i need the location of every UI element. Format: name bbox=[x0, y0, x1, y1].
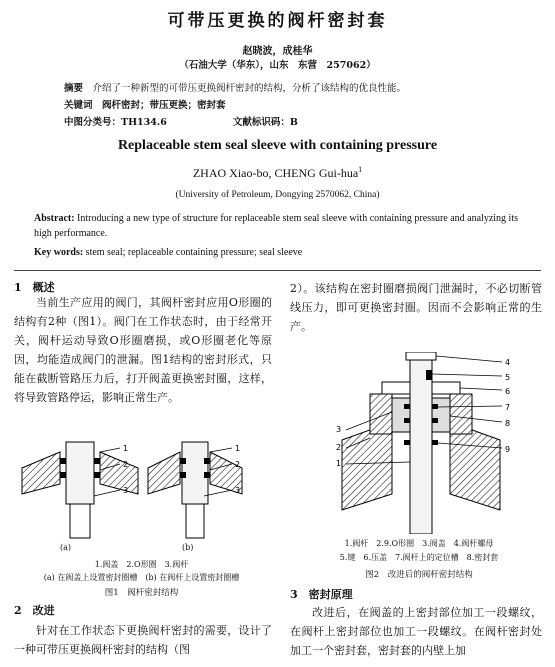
figure1a-drawing bbox=[22, 442, 138, 538]
classification-line bbox=[64, 114, 298, 128]
figure1b-label-1: 1 bbox=[235, 444, 241, 453]
english-keywords-label: Key words: bbox=[34, 247, 84, 258]
abstract-zh-label: 摘要 bbox=[64, 83, 84, 94]
figure2-label-5: 5 bbox=[505, 373, 511, 382]
classification-value: TH134.6 bbox=[121, 117, 167, 128]
section3-heading: 3 密封原理 bbox=[290, 588, 353, 601]
figure2-label-2: 2 bbox=[336, 443, 342, 452]
keywords-zh-text: 阀杆密封；带压更换；密封套 bbox=[102, 100, 226, 111]
figure1-caption: 图1 阀杆密封结构 bbox=[104, 588, 179, 598]
figure1b-drawing bbox=[148, 442, 242, 538]
figure2-label-1: 1 bbox=[336, 459, 342, 468]
authors: 赵晓波，成桂华 bbox=[242, 46, 313, 57]
figure2-label-8: 8 bbox=[505, 419, 511, 428]
figure2-caption: 图2 改进后的阀杆密封结构 bbox=[365, 570, 473, 580]
figure1-legend: 1.阀盖 2.O形圈 3.阀杆 bbox=[94, 560, 189, 569]
section1-body bbox=[14, 293, 272, 407]
section1-text: 当前生产应用的阀门，其阀杆密封应用O形圈的结构有2种（图1）。阀门在工作状态时，由于经常开关，阀杆运动导致O形圈磨损，或O形圈老化等原因，均能造成阀门的泄漏。图1结构的密封形式，只能在截断管路压力后，打开阀盖更换密封圈，这样，将导致管路停运，影响正常生产。 bbox=[14, 296, 272, 404]
section1-heading: 1 概述 bbox=[14, 281, 55, 294]
figure1a-label-3: 3 bbox=[123, 486, 129, 495]
english-title: Replaceable stem seal sleeve with containing pressure bbox=[117, 138, 438, 153]
paper-title: 可带压更换的阀杆密封套 bbox=[167, 11, 388, 31]
figure1b-label-2: 2 bbox=[235, 460, 241, 469]
figure1a-label-1: 1 bbox=[123, 444, 129, 453]
figure1-drawing bbox=[20, 440, 265, 540]
keywords-zh bbox=[64, 97, 226, 111]
keywords-zh-label: 关键词 bbox=[64, 100, 93, 111]
figure2-label-6: 6 bbox=[505, 387, 511, 396]
english-abstract-text: Introducing a new type of structure for replaceable stem seal sleeve with containing pressure and analyzing its high performance. bbox=[34, 213, 518, 239]
english-abstract bbox=[34, 212, 534, 241]
figure2-label-3: 3 bbox=[336, 425, 342, 434]
english-keywords-text: stem seal; replaceable containing pressure; seal sleeve bbox=[85, 247, 303, 258]
english-keywords bbox=[34, 246, 534, 261]
figure2-label-4: 4 bbox=[505, 358, 511, 367]
affiliation: （石油大学（华东），山东 东营 257062） bbox=[179, 60, 376, 71]
section3-text: 改进后，在阀盖的上密封部位加工一段螺纹，在阀杆上密封部位也加工一段螺纹。在阀杆密封处加工一个密封套，密封套的内壁上加 bbox=[290, 606, 542, 657]
classification-label: 中图分类号： bbox=[64, 117, 122, 128]
section-divider bbox=[14, 270, 541, 271]
figure2-label-9: 9 bbox=[505, 445, 511, 454]
author-superscript: 1 bbox=[358, 165, 363, 174]
doc-code-value: B bbox=[289, 117, 298, 128]
section2-text: 针对在工作状态下更换阀杆密封的需要，设计了一种可带压更换阀杆密封的结构（图 bbox=[14, 624, 272, 656]
figure1b-sublabel: (b) bbox=[182, 543, 194, 552]
section2-heading: 2 改进 bbox=[14, 604, 55, 617]
abstract-zh bbox=[64, 80, 406, 94]
figure2-legend-2: 5.键 6.压盖 7.阀杆上的定位槽 8.密封套 bbox=[339, 553, 499, 562]
figure1b-label-3: 3 bbox=[235, 486, 241, 495]
figure1-subcaption: (a) 在阀盖上设置密封圈槽 (b) 在阀杆上设置密封圈槽 bbox=[43, 573, 240, 582]
figure1a-label-2: 2 bbox=[123, 460, 129, 469]
section3-body bbox=[290, 603, 542, 660]
figure2-drawing bbox=[330, 352, 530, 534]
doc-code-label: 文献标识码： bbox=[232, 117, 290, 128]
right-intro-body bbox=[290, 279, 542, 336]
english-affiliation: (University of Petroleum, Dongying 2570062, China) bbox=[175, 190, 380, 200]
figure2-label-7: 7 bbox=[505, 403, 511, 412]
figure2-legend-1: 1.阀杆 2.9.O形圈 3.阀盖 4.阀杆螺母 bbox=[344, 539, 494, 548]
figure1a-sublabel: (a) bbox=[60, 543, 72, 552]
section2-body bbox=[14, 621, 272, 659]
english-authors-text: ZHAO Xiao-bo, CHENG Gui-hua bbox=[192, 166, 359, 180]
abstract-zh-text: 介绍了一种新型的可带压更换阀杆密封的结构，分析了该结构的优良性能。 bbox=[92, 83, 407, 94]
english-abstract-label: Abstract: bbox=[34, 213, 75, 224]
right-intro-text: 2）。该结构在密封圈磨损阀门泄漏时，不必切断管线压力，即可更换密封圈。因而不会影响正常的生产。 bbox=[290, 282, 542, 333]
english-authors bbox=[0, 165, 555, 181]
